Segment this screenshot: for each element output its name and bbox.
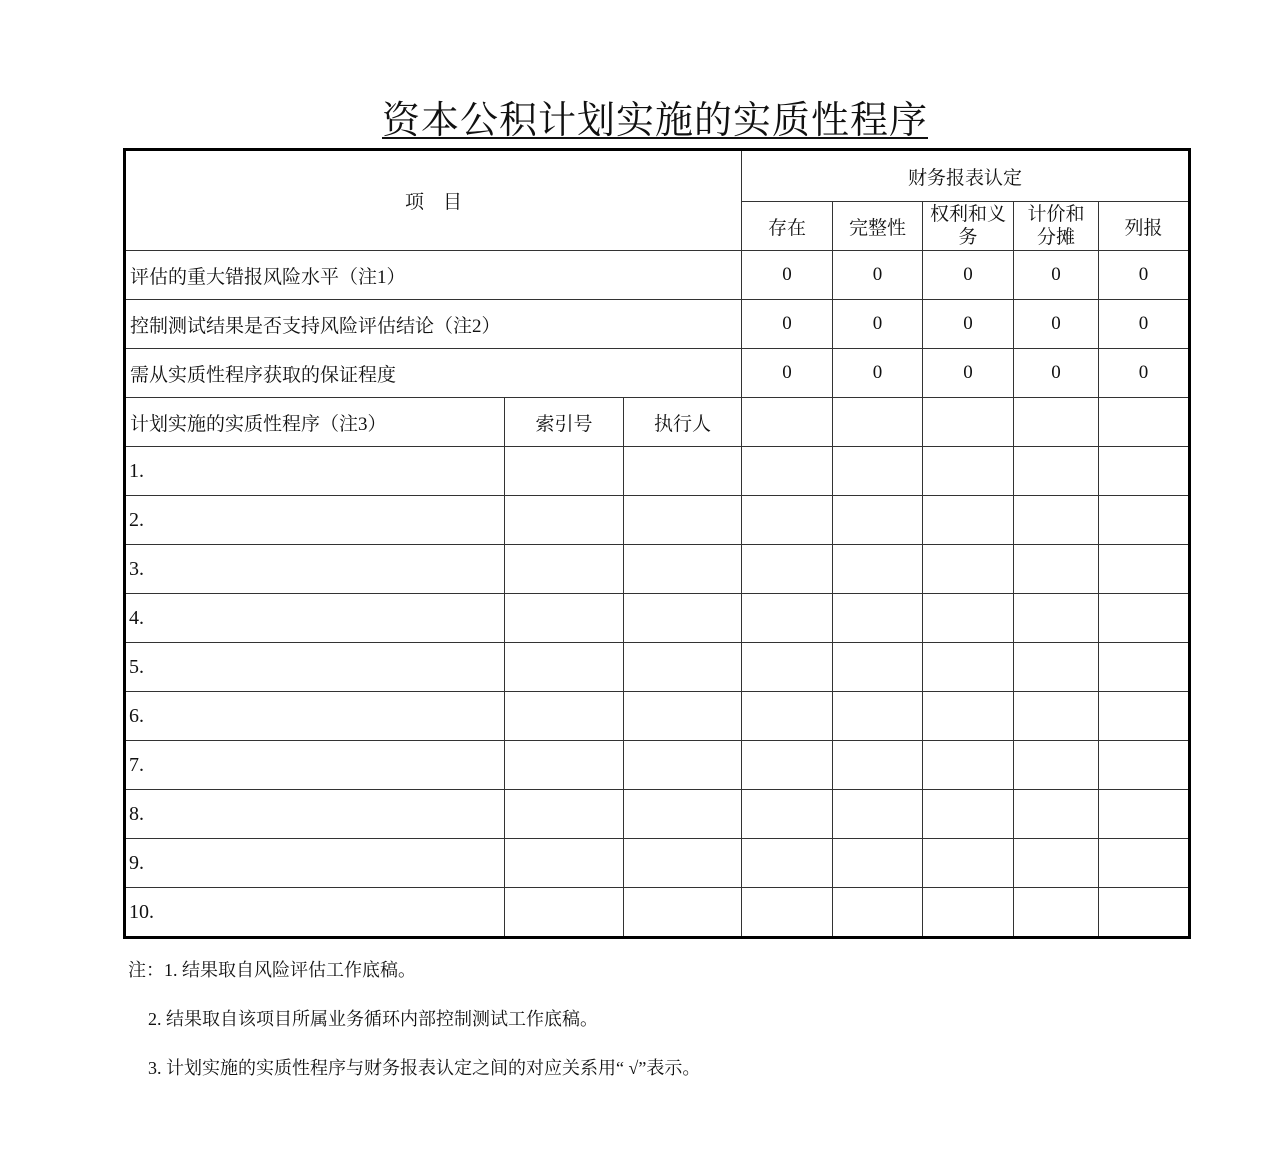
procedure-executor-cell[interactable]	[624, 545, 742, 594]
procedure-header-row	[125, 398, 1190, 447]
procedure-row	[125, 594, 1190, 643]
risk-value: 0	[1051, 362, 1061, 383]
risk-value: 0	[1138, 362, 1149, 383]
assertion-mark-cell[interactable]	[833, 496, 923, 545]
assertion-mark-cell[interactable]	[1099, 888, 1190, 938]
risk-value-cell[interactable]	[1014, 251, 1099, 300]
risk-row	[125, 251, 1190, 300]
risk-value: 0	[782, 313, 792, 334]
assertion-mark-cell[interactable]	[1014, 741, 1099, 790]
procedure-header-label	[125, 398, 505, 447]
index-no-label: 索引号	[535, 413, 593, 435]
procedure-label-cell[interactable]	[125, 643, 505, 692]
risk-value-cell[interactable]	[1014, 349, 1099, 398]
risk-row	[125, 300, 1190, 349]
procedure-index-no-cell[interactable]	[505, 790, 624, 839]
procedure-label: 5.	[129, 655, 144, 678]
page-title	[0, 96, 1280, 146]
assertion-mark-cell[interactable]	[1099, 398, 1190, 447]
assertion-mark-cell[interactable]	[1014, 888, 1099, 938]
header-assertion-completeness	[833, 202, 923, 251]
procedure-label: 7.	[129, 753, 144, 776]
note-1: 注：1. 结果取自风险评估工作底稿。	[128, 960, 416, 980]
procedure-label: 2.	[129, 508, 144, 531]
assertion-mark-cell[interactable]	[923, 643, 1014, 692]
risk-value: 0	[963, 264, 973, 285]
procedure-executor-cell[interactable]	[624, 839, 742, 888]
procedure-row	[125, 888, 1190, 938]
procedure-label: 1.	[129, 459, 144, 482]
header-assertion-label: 完整性	[848, 217, 906, 239]
page-title-text: 资本公积计划实施的实质性程序	[381, 100, 928, 142]
procedure-header-index-no	[505, 398, 624, 447]
procedure-executor-cell[interactable]	[624, 888, 742, 938]
risk-value: 0	[872, 264, 883, 285]
assertion-mark-cell[interactable]	[833, 888, 923, 938]
risk-value: 0	[872, 362, 883, 383]
assertion-mark-cell[interactable]	[1099, 741, 1190, 790]
assertion-mark-cell[interactable]	[833, 692, 923, 741]
risk-row-label	[125, 349, 742, 398]
assertion-mark-cell[interactable]	[1099, 790, 1190, 839]
risk-value: 0	[782, 264, 792, 285]
assertion-mark-cell[interactable]	[833, 398, 923, 447]
procedure-label-cell[interactable]	[125, 839, 505, 888]
procedure-label: 3.	[129, 557, 144, 580]
procedure-label: 6.	[129, 704, 144, 727]
header-item-label: 项 目	[404, 192, 462, 213]
procedure-label-cell[interactable]	[125, 447, 505, 496]
procedure-label-cell[interactable]	[125, 790, 505, 839]
executor-label: 执行人	[653, 413, 711, 435]
assertion-mark-cell[interactable]	[742, 741, 833, 790]
assertion-mark-cell[interactable]	[833, 790, 923, 839]
header-assertions-group	[742, 150, 1190, 202]
header-assertion-label: 列报	[1124, 217, 1163, 239]
assertion-mark-cell[interactable]	[833, 643, 923, 692]
assertion-mark-cell[interactable]	[1014, 496, 1099, 545]
assertion-mark-cell[interactable]	[1014, 790, 1099, 839]
assertion-mark-cell[interactable]	[742, 545, 833, 594]
risk-value-cell[interactable]	[923, 251, 1014, 300]
assertion-mark-cell[interactable]	[1014, 447, 1099, 496]
note-3: 3. 计划实施的实质性程序与财务报表认定之间的对应关系用“ √”表示。	[148, 1058, 701, 1078]
procedure-row	[125, 496, 1190, 545]
header-assertion-label: 计价和分摊	[1027, 204, 1085, 248]
assertion-mark-cell[interactable]	[1014, 692, 1099, 741]
procedure-row	[125, 545, 1190, 594]
procedure-label-cell[interactable]	[125, 741, 505, 790]
procedure-row	[125, 741, 1190, 790]
risk-value-cell[interactable]	[833, 349, 923, 398]
assertion-mark-cell[interactable]	[833, 447, 923, 496]
procedure-index-no-cell[interactable]	[505, 594, 624, 643]
procedure-label: 9.	[129, 851, 144, 874]
risk-value-cell[interactable]	[1099, 300, 1190, 349]
risk-value-cell[interactable]	[923, 300, 1014, 349]
procedure-label-cell[interactable]	[125, 594, 505, 643]
procedure-index-no-cell[interactable]	[505, 545, 624, 594]
assertion-mark-cell[interactable]	[742, 839, 833, 888]
header-assertions-group-label: 财务报表认定	[907, 167, 1022, 189]
assertion-mark-cell[interactable]	[923, 839, 1014, 888]
assertion-mark-cell[interactable]	[1014, 839, 1099, 888]
procedure-index-no-cell[interactable]	[505, 447, 624, 496]
procedure-label: 10.	[129, 900, 154, 923]
procedure-label: 8.	[129, 802, 144, 825]
procedure-index-no-cell[interactable]	[505, 888, 624, 938]
assertion-mark-cell[interactable]	[923, 496, 1014, 545]
assertion-mark-cell[interactable]	[923, 447, 1014, 496]
procedure-executor-cell[interactable]	[624, 447, 742, 496]
risk-row-label	[125, 251, 742, 300]
note-2: 2. 结果取自该项目所属业务循环内部控制测试工作底稿。	[148, 1009, 598, 1029]
risk-row-label	[125, 300, 742, 349]
assertion-mark-cell[interactable]	[742, 496, 833, 545]
assertion-mark-cell[interactable]	[1099, 545, 1190, 594]
assertion-mark-cell[interactable]	[833, 839, 923, 888]
risk-value: 0	[963, 313, 973, 334]
assertion-mark-cell[interactable]	[833, 545, 923, 594]
header-assertion-presentation	[1099, 202, 1190, 251]
risk-value: 0	[782, 362, 792, 383]
header-assertion-label: 权利和义务	[929, 204, 1006, 248]
procedure-label: 4.	[129, 606, 144, 629]
assertion-mark-cell[interactable]	[923, 888, 1014, 938]
substantive-procedures-table	[123, 148, 1191, 939]
assertion-mark-cell[interactable]	[1014, 594, 1099, 643]
header-assertion-valuation-allocation	[1014, 202, 1099, 251]
risk-value: 0	[872, 313, 883, 334]
procedure-index-no-cell[interactable]	[505, 496, 624, 545]
procedure-header-executor	[624, 398, 742, 447]
risk-row-label-text: 评估的重大错报风险水平（注1）	[130, 266, 406, 288]
header-assertion-label: 存在	[767, 217, 806, 239]
procedure-label-cell[interactable]	[125, 888, 505, 938]
risk-value: 0	[1138, 264, 1149, 285]
risk-value-cell[interactable]	[742, 300, 833, 349]
procedure-index-no-cell[interactable]	[505, 741, 624, 790]
risk-value-cell[interactable]	[833, 251, 923, 300]
assertion-mark-cell[interactable]	[1099, 692, 1190, 741]
assertion-mark-cell[interactable]	[742, 790, 833, 839]
risk-value-cell[interactable]	[742, 349, 833, 398]
risk-row	[125, 349, 1190, 398]
assertion-mark-cell[interactable]	[742, 643, 833, 692]
assertion-mark-cell[interactable]	[1014, 643, 1099, 692]
assertion-mark-cell[interactable]	[1099, 594, 1190, 643]
assertion-mark-cell[interactable]	[833, 741, 923, 790]
procedure-label-cell[interactable]	[125, 545, 505, 594]
header-assertion-rights-obligations	[923, 202, 1014, 251]
assertion-mark-cell[interactable]	[742, 447, 833, 496]
assertion-mark-cell[interactable]	[742, 398, 833, 447]
procedure-executor-cell[interactable]	[624, 741, 742, 790]
assertion-mark-cell[interactable]	[833, 594, 923, 643]
risk-value: 0	[963, 362, 973, 383]
procedure-executor-cell[interactable]	[624, 594, 742, 643]
assertion-mark-cell[interactable]	[923, 594, 1014, 643]
risk-value-cell[interactable]	[1014, 300, 1099, 349]
risk-value-cell[interactable]	[1099, 349, 1190, 398]
risk-value-cell[interactable]	[923, 349, 1014, 398]
risk-value: 0	[1051, 313, 1061, 334]
procedure-executor-cell[interactable]	[624, 643, 742, 692]
procedure-index-no-cell[interactable]	[505, 643, 624, 692]
assertion-mark-cell[interactable]	[1014, 398, 1099, 447]
assertion-mark-cell[interactable]	[923, 692, 1014, 741]
procedure-label-cell[interactable]	[125, 692, 505, 741]
notes-section	[128, 946, 700, 1093]
procedure-index-no-cell[interactable]	[505, 692, 624, 741]
assertion-mark-cell[interactable]	[1099, 643, 1190, 692]
risk-value-cell[interactable]	[742, 251, 833, 300]
assertion-mark-cell[interactable]	[923, 790, 1014, 839]
procedure-index-no-cell[interactable]	[505, 839, 624, 888]
assertion-mark-cell[interactable]	[1099, 447, 1190, 496]
assertion-mark-cell[interactable]	[742, 594, 833, 643]
header-assertion-existence	[742, 202, 833, 251]
risk-row-label-text: 控制测试结果是否支持风险评估结论（注2）	[130, 315, 501, 337]
assertion-mark-cell[interactable]	[742, 692, 833, 741]
procedure-label-cell[interactable]	[125, 496, 505, 545]
procedure-row	[125, 447, 1190, 496]
risk-value-cell[interactable]	[833, 300, 923, 349]
risk-value: 0	[1138, 313, 1149, 334]
assertion-mark-cell[interactable]	[923, 741, 1014, 790]
procedure-row	[125, 643, 1190, 692]
assertion-mark-cell[interactable]	[742, 888, 833, 938]
procedure-executor-cell[interactable]	[624, 790, 742, 839]
risk-value-cell[interactable]	[1099, 251, 1190, 300]
procedure-header-label-text: 计划实施的实质性程序（注3）	[130, 413, 387, 435]
risk-value: 0	[1051, 264, 1061, 285]
assertion-mark-cell[interactable]	[1099, 496, 1190, 545]
assertion-mark-cell[interactable]	[1014, 545, 1099, 594]
procedure-row	[125, 692, 1190, 741]
risk-row-label-text: 需从实质性程序获取的保证程度	[130, 364, 397, 386]
procedure-executor-cell[interactable]	[624, 496, 742, 545]
procedure-row	[125, 790, 1190, 839]
assertion-mark-cell[interactable]	[923, 398, 1014, 447]
procedure-row	[125, 839, 1190, 888]
header-item	[125, 150, 742, 251]
assertion-mark-cell[interactable]	[923, 545, 1014, 594]
procedure-executor-cell[interactable]	[624, 692, 742, 741]
assertion-mark-cell[interactable]	[1099, 839, 1190, 888]
